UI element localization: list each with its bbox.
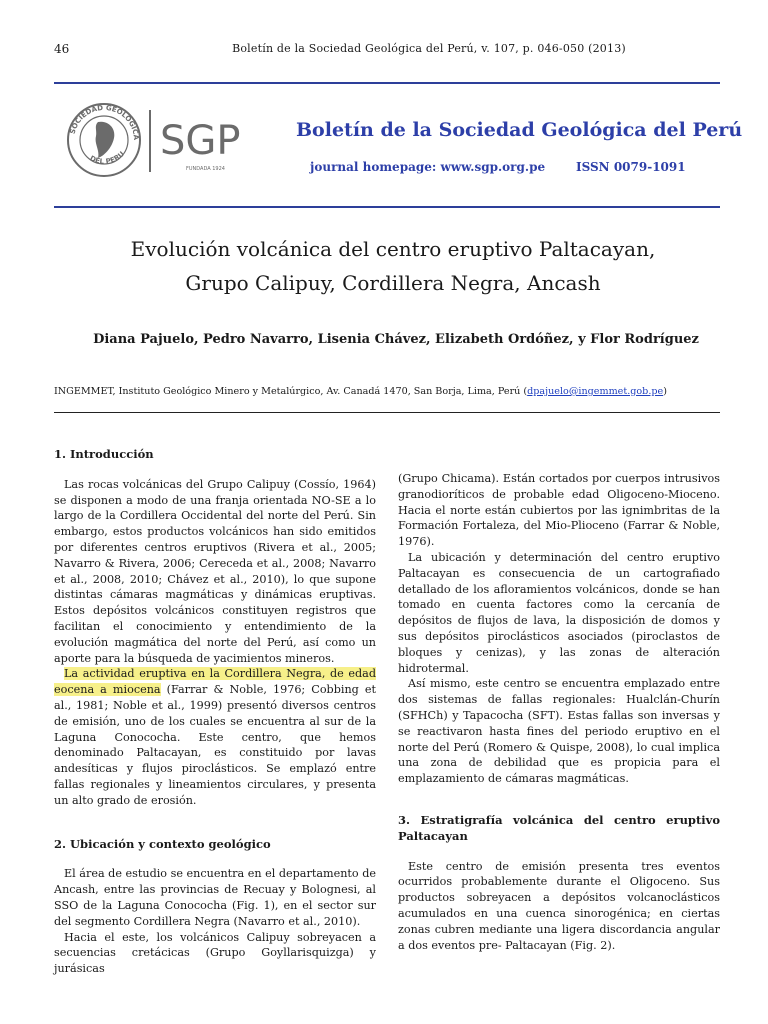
paragraph: Así mismo, este centro se encuentra emplazado entre dos sistemas de fallas regionales: Hualclán-Churín (SFHCh) y Tapacocha (SFT). Estas fallas son inversas y se reactivaron hasta fines del periodo eruptivo en el norte del Perú (Romero & Quispe, 2008), lo cual implica una zona de debilidad que es propicia para el emplazamiento de cámaras magmáticas. bbox=[398, 677, 720, 786]
logo-acronym: SGP bbox=[160, 118, 241, 164]
header-rule bbox=[54, 82, 720, 84]
article-title bbox=[0, 232, 768, 300]
sgp-logo bbox=[64, 102, 264, 178]
affiliation bbox=[54, 386, 720, 397]
paragraph-rest: (Farrar & Noble, 1976; Cobbing et al., 1981; Noble et al., 1999) presentó diversos centros de emisión, uno de los cuales se encuentra al sur de la Laguna Conococha. Este centro, que hemos denominado Paltacayan, es constituido por lavas andesíticas y flujos piroclásticos. Se emplazó entre fallas regionales y lineamientos circulares, y presenta un alto grado de erosión. bbox=[54, 683, 376, 807]
section-heading-introduccion: 1. Introducción bbox=[54, 447, 154, 461]
svg-text:DEL PERU bbox=[88, 150, 126, 166]
paragraph: Las rocas volcánicas del Grupo Calipuy (Cossío, 1964) se disponen a modo de una franja orientada NO-SE a lo largo de la Cordillera Occidental del norte del Perú. Sin embargo, estos productos volcánicos han sido emitidos por diferentes centros eruptivos (Rivera et al., 2005; Navarro & Rivera, 2006; Cereceda et al., 2008; Navarro et al., 2008, 2010; Chávez et al., 2010), lo que supone distintas cámaras magmáticas y dinámicas eruptivas. Estos depósitos volcánicos constituyen registros que facilitan el conocimiento y entendimiento de la evolución magmática del norte del Perú, así como un aporte para la búsqueda de yacimientos mineros. bbox=[54, 477, 376, 665]
author-email-link[interactable]: dpajuelo@ingemmet.gob.pe bbox=[527, 386, 664, 397]
affiliation-text: INGEMMET, Instituto Geológico Minero y Metalúrgico, Av. Canadá 1470, San Borja, Lima, Perú ( bbox=[54, 386, 528, 397]
journal-title: Boletín de la Sociedad Geológica del Perú bbox=[296, 119, 743, 141]
author-list: Diana Pajuelo, Pedro Navarro, Lisenia Chávez, Elizabeth Ordóñez, y Flor Rodríguez bbox=[93, 332, 699, 347]
running-head: Boletín de la Sociedad Geológica del Perú, v. 107, p. 046-050 (2013) bbox=[232, 42, 626, 55]
right-column bbox=[398, 471, 720, 953]
page-number: 46 bbox=[54, 42, 70, 56]
logo-founded: FUNDADA 1924 bbox=[186, 166, 225, 172]
article-title-line1: Evolución volcánica del centro eruptivo Paltacayan, bbox=[130, 237, 656, 261]
paragraph: Este centro de emisión presenta tres eventos ocurridos probablemente durante el Oligoceno. Sus productos sobreyacen a depósitos volcanoclásticos acumulados en una cuenca sinorogénica; en ciertas zonas cubren mediante una ligera discordancia angular a dos eventos pre- Paltacayan (Fig. 2). bbox=[398, 859, 720, 952]
sgp-seal-icon bbox=[64, 102, 264, 178]
paragraph: Hacia el este, los volcánicos Calipuy sobreyacen a secuencias cretácicas (Grupo Goyllarisquizga) y jurásicas bbox=[54, 930, 376, 976]
article-title-line2: Grupo Calipuy, Cordillera Negra, Ancash bbox=[185, 271, 601, 295]
affiliation-end: ) bbox=[663, 386, 667, 397]
masthead-rule bbox=[54, 206, 720, 208]
paragraph bbox=[54, 666, 376, 808]
paragraph: (Grupo Chicama). Están cortados por cuerpos intrusivos granodioríticos de probable edad Oligoceno-Mioceno. Hacia el norte están cubiertos por las ignimbritas de la Formación Fortaleza, del Mio-Plioceno (Farrar & Noble, 1976). bbox=[398, 472, 720, 549]
homepage-link[interactable]: www.sgp.org.pe bbox=[440, 160, 546, 174]
seal-text-top: SOCIEDAD GEOLOGICA bbox=[68, 103, 141, 141]
homepage-label: journal homepage: bbox=[310, 160, 441, 174]
journal-homepage bbox=[310, 160, 545, 174]
highlighted-text: La actividad eruptiva en la Cordillera Negra, de edad eocena a miocena bbox=[54, 667, 376, 697]
affiliation-rule bbox=[54, 412, 720, 413]
left-column bbox=[54, 447, 376, 977]
seal-text-bottom: DEL PERU bbox=[88, 150, 126, 166]
paragraph: La ubicación y determinación del centro eruptivo Paltacayan es consecuencia de un cartografiado detallado de los afloramientos volcánicos, donde se han tomado en cuenta factores como la cercanía de depósitos de flujos de lava, la disposición de domos y sus depósitos piroclásticos asociados (piroclastos de bloques y cenizas), y las zonas de alteración hidrotermal. bbox=[398, 550, 720, 675]
journal-issn: ISSN 0079-1091 bbox=[576, 160, 686, 174]
paragraph: El área de estudio se encuentra en el departamento de Ancash, entre las provincias de Recuay y Bolognesi, al SSO de la Laguna Conococha (Fig. 1), en el sector sur del segmento Cordillera Negra (Navarro et al., 2010). bbox=[54, 867, 376, 928]
section-heading-estratigrafia: 3. Estratigrafía volcánica del centro eruptivo Paltacayan bbox=[398, 812, 720, 843]
section-heading-ubicacion: 2. Ubicación y contexto geológico bbox=[54, 836, 271, 851]
